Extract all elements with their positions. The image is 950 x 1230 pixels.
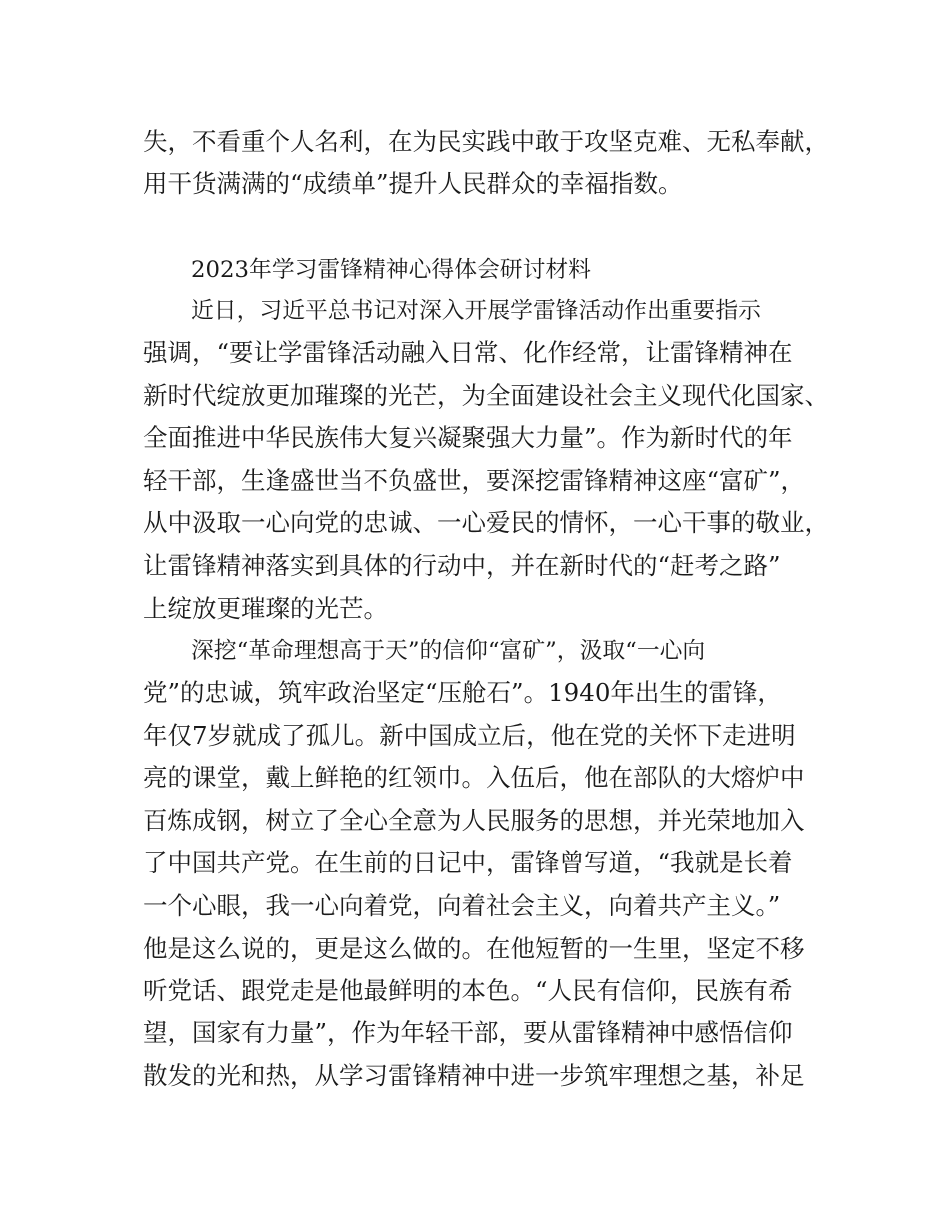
- paragraph1-line: 新时代绽放更加璀璨的光芒，为全面建设社会主义现代化国家、: [143, 381, 829, 410]
- paragraph1-line: 让雷锋精神落实到具体的行动中，并在新时代的“赶考之路”: [143, 551, 781, 580]
- paragraph2-line: 一个心眼，我一心向着党，向着社会主义，向着共产主义。”: [143, 891, 781, 920]
- paragraph2-line: 百炼成钢，树立了全心全意为人民服务的思想，并光荣地加入: [143, 806, 805, 835]
- intro-line: 失，不看重个人名利，在为民实践中敢于攻坚克难、无私奉献，: [143, 127, 829, 156]
- intro-line: 用干货满满的“成绩单”提升人民群众的幸福指数。: [143, 169, 683, 198]
- paragraph1-line: 强调，“要让学雷锋活动融入日常、化作经常，让雷锋精神在: [143, 338, 793, 367]
- paragraph2-line: 年仅7岁就成了孤儿。新中国成立后，他在党的关怀下走进明: [143, 721, 796, 750]
- paragraph1-line: 全面推进中华民族伟大复兴凝聚强大力量”。作为新时代的年: [143, 423, 793, 452]
- paragraph2-line: 党”的忠诚，筑牢政治坚定“压舱石”。1940年出生的雷锋，: [143, 678, 782, 707]
- paragraph1-line: 轻干部，生逢盛世当不负盛世，要深挖雷锋精神这座“富矿”，: [143, 466, 806, 495]
- document-heading: 2023年学习雷锋精神心得体会研讨材料: [191, 257, 591, 283]
- paragraph2-line: 望，国家有力量”，作为年轻干部，要从雷锋精神中感悟信仰: [143, 1018, 793, 1047]
- paragraph2-line: 听党话、跟党走是他最鲜明的本色。“人民有信仰，民族有希: [143, 976, 793, 1005]
- paragraph2-line: 亮的课堂，戴上鲜艳的红领巾。入伍后，他在部队的大熔炉中: [143, 763, 805, 792]
- paragraph1-line: 上绽放更璀璨的光芒。: [143, 594, 388, 623]
- paragraph2-line: 了中国共产党。在生前的日记中，雷锋曾写道，“我就是长着: [143, 848, 793, 877]
- paragraph2-line: 他是这么说的，更是这么做的。在他短暂的一生里，坚定不移: [143, 934, 805, 963]
- paragraph1-line: 从中汲取一心向党的忠诚、一心爱民的情怀，一心干事的敬业，: [143, 508, 829, 537]
- paragraph2-line: 深挖“革命理想高于天”的信仰“富矿”，汲取“一心向: [191, 638, 706, 664]
- paragraph2-line: 散发的光和热，从学习雷锋精神中进一步筑牢理想之基，补足: [143, 1061, 805, 1090]
- paragraph1-line: 近日，习近平总书记对深入开展学雷锋活动作出重要指示: [191, 298, 761, 324]
